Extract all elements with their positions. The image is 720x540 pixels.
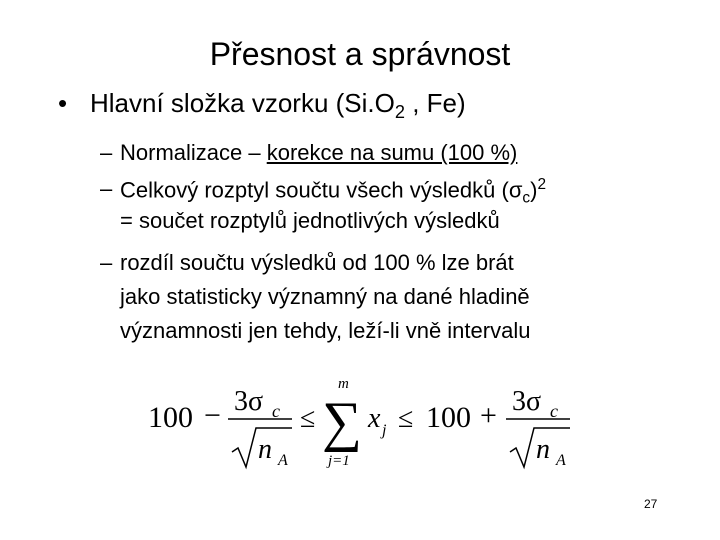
- formula-right-value: 100: [426, 401, 471, 434]
- difference-line3: významnosti jen tehdy, leží-li vně intervalu: [120, 318, 531, 343]
- formula-left-sub-A: A: [278, 452, 288, 469]
- formula-minus: −: [204, 399, 221, 432]
- formula-left-n: n: [258, 434, 272, 465]
- formula-sub-j: j: [382, 422, 387, 439]
- main-bullet-text-post: , Fe): [405, 88, 466, 118]
- total-variance-line2: = součet rozptylů jednotlivých výsledků: [120, 208, 500, 233]
- total-variance-line1: [120, 176, 546, 208]
- formula-leq-right: ≤: [398, 403, 414, 434]
- difference-line2: jako statisticky významný na dané hladině: [120, 284, 530, 309]
- bullet-marker: •: [58, 88, 68, 118]
- subbullet-dash: –: [100, 140, 113, 165]
- formula-left-coef: 3σ: [234, 386, 264, 417]
- sigma-close-paren: ): [530, 177, 538, 203]
- slide-title: Přesnost a správnost: [209, 36, 511, 72]
- sigma-superscript: 2: [537, 176, 546, 193]
- subbullet-dash: –: [100, 250, 113, 275]
- subbullet-dash: –: [100, 176, 113, 201]
- page-number: 27: [644, 497, 658, 511]
- formula-right-sub-c: c: [550, 401, 558, 421]
- formula-x: x: [368, 403, 381, 434]
- main-bullet-text-pre: Hlavní složka vzorku (Si.O: [90, 88, 395, 118]
- formula-sum-symbol: ∑: [322, 391, 362, 453]
- formula-svg: [142, 372, 582, 482]
- subbullet-normalization-text: [120, 140, 517, 166]
- formula-right-n: n: [536, 434, 550, 465]
- formula-leq-left: ≤: [300, 403, 316, 434]
- sigma-subscript: c: [522, 189, 531, 207]
- difference-line1: rozdíl součtu výsledků od 100 % lze brát: [120, 250, 514, 275]
- formula-sum-lower: j=1: [328, 453, 350, 469]
- formula-right-coef: 3σ: [512, 386, 542, 417]
- main-bullet-text: [90, 88, 466, 123]
- formula-right-sub-A: A: [556, 452, 566, 469]
- interval-formula: [142, 372, 582, 482]
- formula-left-value: 100: [148, 401, 193, 434]
- normalization-label: Normalizace –: [120, 140, 267, 165]
- formula-plus: +: [480, 399, 497, 432]
- total-variance-text: Celkový rozptyl součtu všech výsledků (σ: [120, 177, 523, 203]
- formula-sum-upper: m: [338, 376, 349, 392]
- main-bullet-subscript: 2: [394, 102, 405, 123]
- formula-left-sub-c: c: [272, 401, 280, 421]
- normalization-link[interactable]: korekce na sumu (100 %): [266, 140, 518, 165]
